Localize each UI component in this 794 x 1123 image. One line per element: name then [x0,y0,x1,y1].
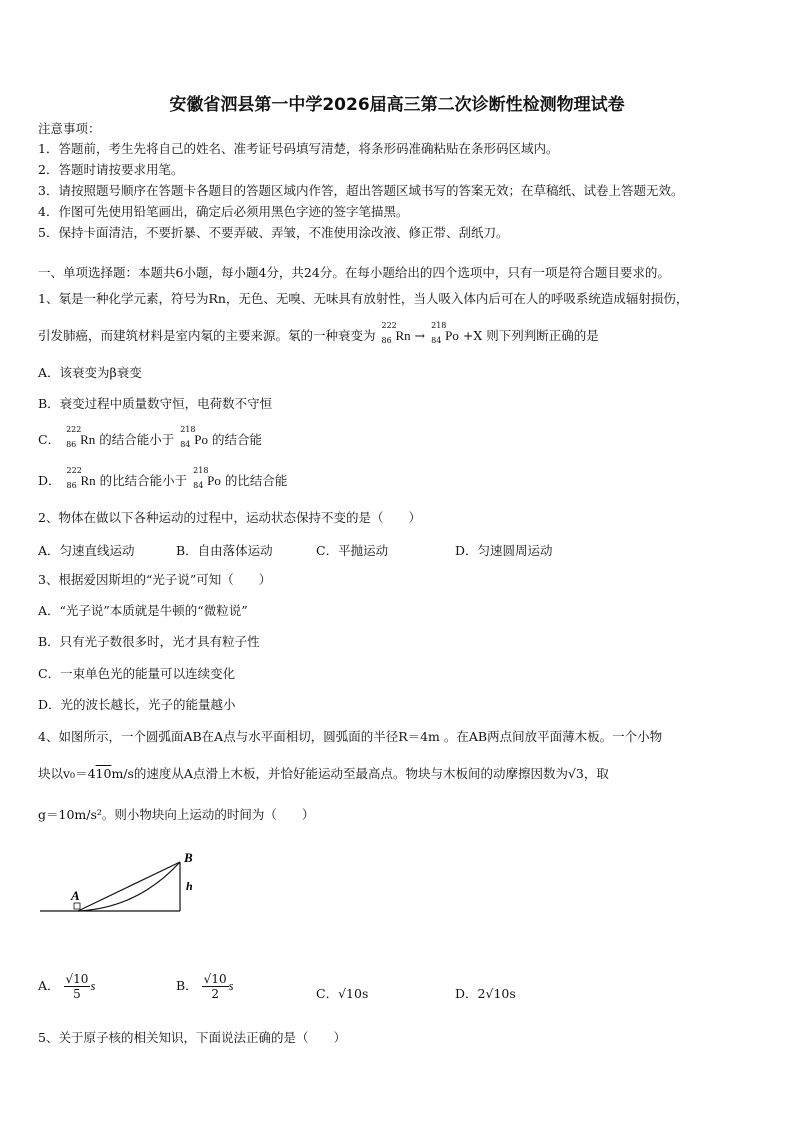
label-b: B [184,850,193,865]
note-item: 5．保持卡面清洁，不要折暴、不要弄破、弄皱，不准使用涂改液、修正带、刮纸刀。 [38,225,509,240]
q2-option-d: D．匀速圆周运动 [455,543,553,558]
q1-stem-line2 [38,321,599,345]
note-item: 4．作图可先使用铅笔画出，确定后必须用黑色字迹的签字笔描黑。 [38,204,409,219]
note-item: 3．请按照题号顺序在答题卡各题目的答题区域内作答，超出答题区域书写的答案无效；在草稿纸、试卷上答题无效。 [38,183,684,198]
q4-stem-line2: 块以v₀＝410m/s的速度从A点滑上木板，并恰好能运动至最高点。物块与木板间的动摩擦因数为√3，取 [38,766,609,781]
decay-arrow: → [414,328,426,343]
q3-option-b: B．只有光子数很多时，光才具有粒子性 [38,634,260,649]
incline-figure [38,848,208,918]
q1-option-b: B．衰变过程中质量数守恒，电荷数不守恒 [38,396,273,411]
q3-stem: 3、根据爱因斯坦的“光子说”可知（ ） [38,572,272,587]
q1-stem-text: 引发肺癌，而建筑材料是室内氡的主要来源。氡的一种衰变为 [38,328,376,343]
exam-title: 安徽省泗县第一中学2026届高三第二次诊断性检测物理试卷 [169,95,625,115]
q2-option-c: C．平抛运动 [316,543,389,558]
q3-option-a: A．“光子说”本质就是牛顿的“微粒说” [38,603,248,618]
q3-option-d: D．光的波长越长，光子的能量越小 [38,697,236,712]
q3-option-c: C．一束单色光的能量可以连续变化 [38,666,236,681]
q1-stem-tail: +X 则下列判断正确的是 [462,328,599,343]
q1-option-d: D． 222 86 Rn 的比结合能小于 218 84 Po 的比结合能 [38,466,288,490]
q4-stem-line1: 4、如图所示，一个圆弧面AB在A点与水平面相切，圆弧面的半径R＝4m 。在AB两点间放平面薄木板。一个小物 [38,729,663,744]
q2-stem: 2、物体在做以下各种运动的过程中，运动状态保持不变的是（ ） [38,510,421,525]
q4-option-b: B． $\frac{√10}{2}$ s [176,972,234,1001]
q1-option-c: C． 222 86 Rn 的结合能小于 218 84 Po 的结合能 [38,425,262,449]
q1-option-a: A．该衰变为β衰变 [38,365,142,380]
q4-option-a: A． $\frac{√10}{5}$ s [38,972,96,1001]
label-a: A [71,888,80,903]
q4-stem-line3: g＝10m/s²。则小物块向上运动的时间为（ ） [38,807,315,822]
notes-heading: 注意事项： [38,121,101,136]
polonium-nuclide: 218 84 Po [431,321,459,345]
q2-option-a: A．匀速直线运动 [38,543,135,558]
radon-nuclide: 222 86 Rn [381,321,411,345]
section-heading: 一、单项选择题：本题共6小题，每小题4分，共24分。在每小题给出的四个选项中，只有一项是符合题目要求的。 [38,265,670,280]
q1-stem-line1: 1、氡是一种化学元素，符号为Rn，无色、无嗅、无味具有放射性，当人吸入体内后可在人的呼吸系统造成辐射损伤， [38,291,689,306]
q5-stem: 5、关于原子核的相关知识，下面说法正确的是（ ） [38,1030,346,1045]
label-h: h [186,879,193,893]
q2-option-b: B．自由落体运动 [176,543,273,558]
q4-option-d: D．2√10s [455,986,516,1001]
note-item: 2．答题时请按要求用笔。 [38,162,184,177]
q4-option-c: C．√10s [316,986,369,1001]
note-item: 1．答题前，考生先将自己的姓名、准考证号码填写清楚，将条形码准确粘贴在条形码区域内。 [38,141,559,156]
